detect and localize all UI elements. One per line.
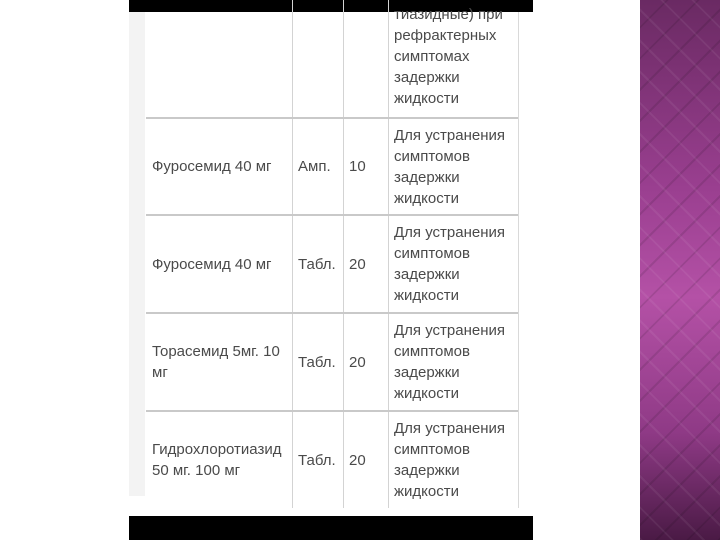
drug-cell: Фуросемид 40 мг	[146, 119, 293, 214]
purpose-cell: Для устранения симптомов задержки жидкости	[394, 224, 505, 304]
qty-cell: 20	[344, 412, 389, 508]
drug-cell: Гидрохлоротиазид 50 мг. 100 мг	[146, 412, 293, 508]
table-row	[146, 412, 518, 508]
purpose-cell: тиазидные) при рефрактерных симптомах задержки жидкости	[394, 6, 503, 107]
left-margin	[129, 12, 145, 496]
purpose-cell: Для устранения симптомов задержки жидкости	[394, 322, 505, 402]
qty-cell: 20	[344, 314, 389, 410]
table-right-border	[518, 12, 519, 508]
purpose-cell: Для устранения симптомов задержки жидкости	[394, 420, 505, 500]
form-cell	[293, 0, 344, 117]
table-row	[146, 216, 518, 314]
drug-cell: Торасемид 5мг. 10 мг	[146, 314, 293, 410]
drug-cell	[146, 0, 293, 117]
qty-cell: 20	[344, 216, 389, 312]
purpose-cell: Для устранения симптомов задержки жидкости	[394, 126, 505, 207]
drug-cell: Фуросемид 40 мг	[146, 216, 293, 312]
form-cell: Табл.	[293, 314, 344, 410]
form-cell: Табл.	[293, 216, 344, 312]
form-cell: Амп.	[293, 119, 344, 214]
qty-cell	[344, 0, 389, 117]
form-cell: Табл.	[293, 412, 344, 508]
table-row	[146, 0, 518, 119]
decorative-side-panel	[640, 0, 720, 540]
bottom-black-bar	[129, 516, 533, 540]
table-row	[146, 119, 518, 216]
table-row	[146, 314, 518, 412]
qty-cell: 10	[344, 119, 389, 214]
document-screenshot	[129, 0, 533, 540]
